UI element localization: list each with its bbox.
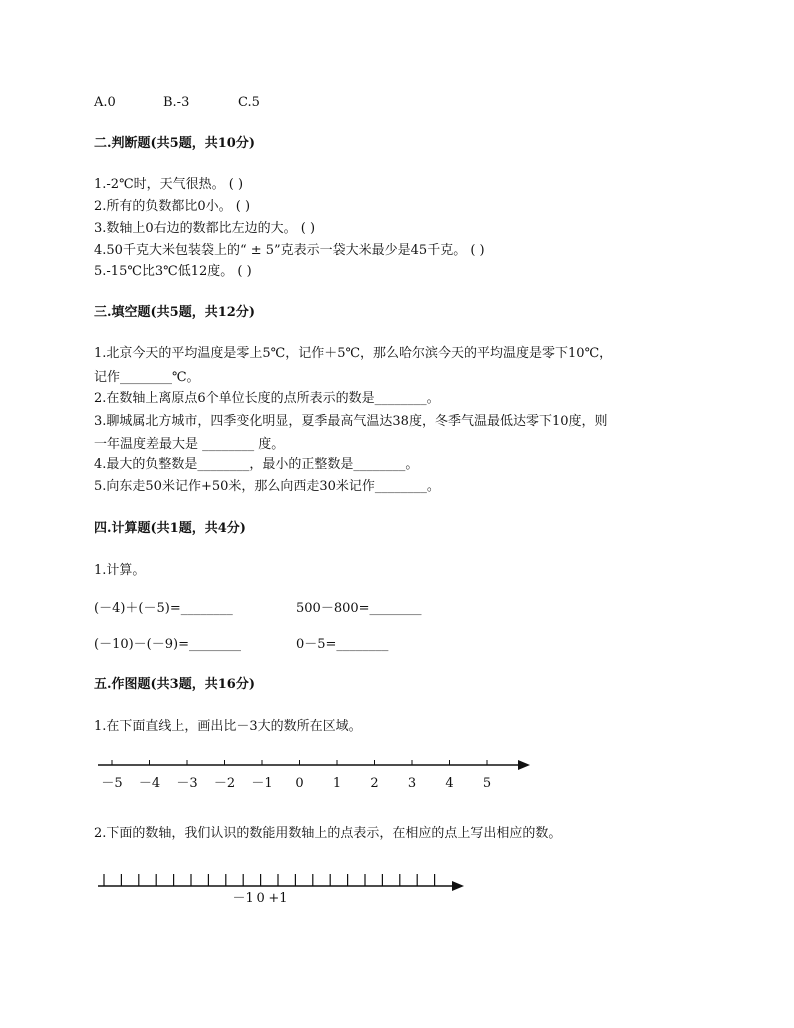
fill-item-1-line2: 记作________℃。 bbox=[94, 370, 200, 385]
option-c: C.5 bbox=[238, 95, 260, 110]
calc-expr-4: 0－5=________ bbox=[296, 637, 389, 652]
axis1-label: －5 bbox=[101, 776, 123, 791]
axis1-label: 2 bbox=[370, 776, 379, 791]
fill-item-4: 4.最大的负整数是________，最小的正整数是________。 bbox=[94, 457, 419, 472]
judge-item-5: 5.-15℃比3℃低12度。 ( ) bbox=[94, 264, 252, 279]
axis2-label: +1 bbox=[268, 891, 288, 906]
fill-item-3-line1: 3.聊城属北方城市，四季变化明显，夏季最高气温达38度，冬季气温最低达零下10度，则 bbox=[94, 414, 608, 429]
fill-item-3-line2: 一年温度差最大是 ________ 度。 bbox=[94, 437, 285, 452]
axis1-label: －3 bbox=[176, 776, 198, 791]
axis1-label: 0 bbox=[295, 776, 304, 791]
draw-q1: 1.在下面直线上，画出比－3大的数所在区域。 bbox=[94, 719, 362, 734]
judge-item-1: 1.-2℃时，天气很热。 ( ) bbox=[94, 177, 244, 192]
axis2-label: －1 bbox=[232, 891, 254, 906]
fill-item-1-line1: 1.北京今天的平均温度是零上5℃，记作＋5℃，那么哈尔滨今天的平均温度是零下10℃， bbox=[94, 346, 613, 361]
section2-title: 二.判断题(共5题，共10分) bbox=[94, 136, 255, 151]
calc-intro: 1.计算。 bbox=[94, 563, 146, 578]
axis1-label: 4 bbox=[445, 776, 454, 791]
axis1-label: 3 bbox=[407, 776, 417, 791]
draw-q2: 2.下面的数轴，我们认识的数能用数轴上的点表示，在相应的点上写出相应的数。 bbox=[94, 826, 562, 841]
judge-item-3: 3.数轴上0右边的数都比左边的大。 ( ) bbox=[94, 221, 316, 236]
axis2-arrow bbox=[452, 881, 464, 891]
judge-item-4: 4.50千克大米包装袋上的“ ± 5”克表示一袋大米最少是45千克。 ( ) bbox=[94, 243, 485, 258]
section3-title: 三.填空题(共5题，共12分) bbox=[94, 305, 255, 320]
axis1-label: －1 bbox=[251, 776, 273, 791]
fill-item-2: 2.在数轴上离原点6个单位长度的点所表示的数是________。 bbox=[94, 391, 440, 406]
calc-expr-1: (－4)＋(－5)=________ bbox=[94, 601, 233, 616]
axis1-label: －2 bbox=[213, 776, 236, 791]
calc-expr-3: (－10)－(－9)=________ bbox=[94, 637, 241, 652]
section5-title: 五.作图题(共3题，共16分) bbox=[94, 677, 255, 692]
fill-item-5: 5.向东走50米记作+50米，那么向西走30米记作________。 bbox=[94, 479, 440, 494]
number-line-1 bbox=[90, 755, 550, 805]
calc-expr-2: 500－800=________ bbox=[296, 601, 422, 616]
number-line-2 bbox=[92, 868, 472, 908]
section4-title: 四.计算题(共1题，共4分) bbox=[94, 521, 246, 536]
axis2-label: 0 bbox=[256, 891, 265, 906]
axis1-label: 5 bbox=[482, 776, 492, 791]
axis1-label: －4 bbox=[138, 776, 161, 791]
option-a: A.0 bbox=[94, 95, 116, 110]
judge-item-2: 2.所有的负数都比0小。 ( ) bbox=[94, 199, 251, 214]
option-b: B.-3 bbox=[163, 95, 190, 110]
axis1-label: 1 bbox=[332, 776, 342, 791]
axis1-arrow bbox=[518, 760, 530, 770]
